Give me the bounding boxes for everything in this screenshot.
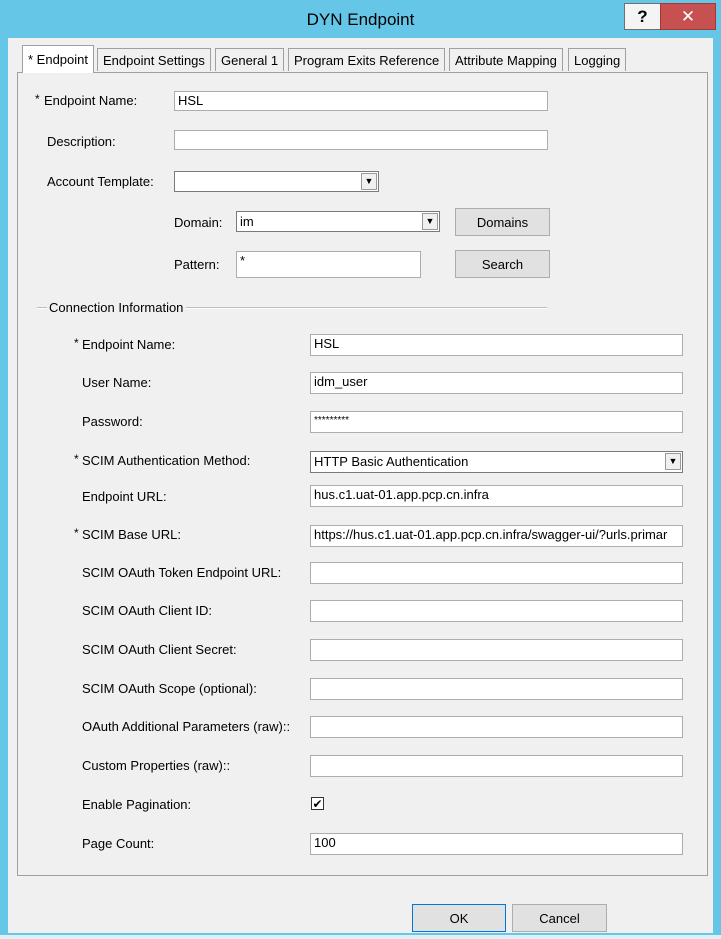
tab-endpoint[interactable]: * Endpoint bbox=[22, 45, 94, 73]
oauth-client-secret-input[interactable] bbox=[310, 639, 683, 661]
pagination-checkbox[interactable]: ✔ bbox=[312, 796, 323, 811]
required-marker: * bbox=[74, 452, 79, 466]
domain-select[interactable] bbox=[236, 211, 440, 232]
endpoint-name-label: Endpoint Name: bbox=[44, 93, 138, 108]
auth-method-label: SCIM Authentication Method: bbox=[82, 453, 251, 468]
description-label: Description: bbox=[47, 134, 116, 149]
ok-button[interactable]: OK bbox=[412, 904, 506, 932]
group-divider-left bbox=[37, 307, 47, 309]
window-title: DYN Endpoint bbox=[306, 10, 415, 29]
oauth-params-label: OAuth Additional Parameters (raw):: bbox=[82, 719, 291, 734]
base-url-label: SCIM Base URL: bbox=[82, 527, 181, 542]
oauth-token-label: SCIM OAuth Token Endpoint URL: bbox=[82, 565, 282, 580]
domains-button[interactable]: Domains bbox=[455, 208, 550, 236]
pattern-label: Pattern: bbox=[174, 257, 220, 272]
connection-group-label: Connection Information bbox=[49, 300, 184, 315]
oauth-client-id-input[interactable] bbox=[310, 600, 683, 622]
tab-program-exits-reference[interactable]: Program Exits Reference bbox=[288, 48, 445, 71]
account-template-label: Account Template: bbox=[47, 174, 154, 189]
required-marker: * bbox=[74, 336, 79, 350]
password-input[interactable]: ********* bbox=[310, 411, 683, 433]
group-divider-right bbox=[186, 307, 547, 309]
window-bottom-edge bbox=[0, 935, 721, 939]
custom-props-input[interactable] bbox=[310, 755, 683, 777]
password-label: Password: bbox=[82, 414, 143, 429]
oauth-client-id-label: SCIM OAuth Client ID: bbox=[82, 603, 213, 618]
user-name-label: User Name: bbox=[82, 375, 152, 390]
base-url-input[interactable]: https://hus.c1.uat-01.app.pcp.cn.infra/swagger-ui/?urls.primar bbox=[310, 525, 683, 547]
custom-props-label: Custom Properties (raw):: bbox=[82, 758, 231, 773]
domain-label: Domain: bbox=[174, 215, 223, 230]
oauth-token-input[interactable] bbox=[310, 562, 683, 584]
pagination-label: Enable Pagination: bbox=[82, 797, 192, 812]
conn-endpoint-name-input[interactable]: HSL bbox=[310, 334, 683, 356]
help-button[interactable]: ? bbox=[624, 3, 661, 30]
tab-attribute-mapping[interactable]: Attribute Mapping bbox=[449, 48, 563, 71]
auth-method-value: HTTP Basic Authentication bbox=[314, 454, 469, 469]
chevron-down-icon[interactable]: ▼ bbox=[665, 453, 681, 470]
account-template-select[interactable] bbox=[174, 171, 379, 192]
domain-value: im bbox=[240, 214, 254, 229]
page-count-input[interactable]: 100 bbox=[310, 833, 683, 855]
endpoint-name-input[interactable]: HSL bbox=[174, 91, 548, 111]
pattern-input[interactable]: * bbox=[236, 251, 421, 278]
description-input[interactable] bbox=[174, 130, 548, 150]
tab-general-1[interactable]: General 1 bbox=[215, 48, 284, 71]
auth-method-select[interactable] bbox=[310, 451, 683, 473]
cancel-button[interactable]: Cancel bbox=[512, 904, 607, 932]
page-count-label: Page Count: bbox=[82, 836, 155, 851]
tab-endpoint-settings[interactable]: Endpoint Settings bbox=[97, 48, 211, 71]
oauth-client-secret-label: SCIM OAuth Client Secret: bbox=[82, 642, 237, 657]
close-button[interactable]: ✕ bbox=[660, 3, 716, 30]
oauth-scope-label: SCIM OAuth Scope (optional): bbox=[82, 681, 257, 696]
tab-logging[interactable]: Logging bbox=[568, 48, 626, 71]
title-bar[interactable] bbox=[0, 0, 721, 38]
user-name-input[interactable]: idm_user bbox=[310, 372, 683, 394]
search-button[interactable]: Search bbox=[455, 250, 550, 278]
endpoint-url-input[interactable]: hus.c1.uat-01.app.pcp.cn.infra bbox=[310, 485, 683, 507]
chevron-down-icon[interactable]: ▼ bbox=[361, 173, 377, 190]
conn-endpoint-name-label: Endpoint Name: bbox=[82, 337, 176, 352]
oauth-params-input[interactable] bbox=[310, 716, 683, 738]
required-marker: * bbox=[35, 92, 40, 106]
endpoint-url-label: Endpoint URL: bbox=[82, 489, 167, 504]
required-marker: * bbox=[74, 526, 79, 540]
chevron-down-icon[interactable]: ▼ bbox=[422, 213, 438, 230]
oauth-scope-input[interactable] bbox=[310, 678, 683, 700]
